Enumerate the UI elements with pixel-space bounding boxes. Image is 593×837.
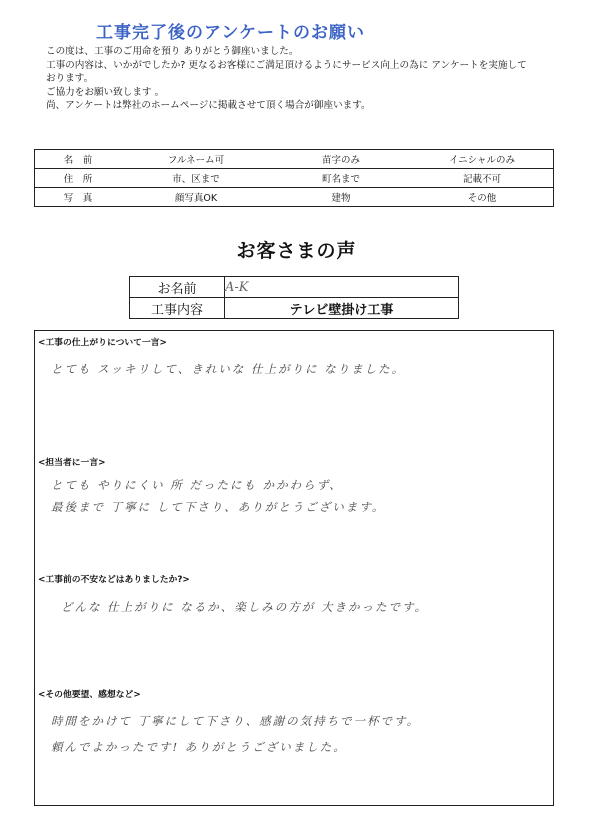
work-value: テレビ壁掛け工事 xyxy=(225,298,459,319)
section-heading-staff: <担当者に一言> xyxy=(38,458,106,468)
customer-info-table xyxy=(129,276,459,319)
table-row xyxy=(35,169,554,188)
intro-line: おります。 xyxy=(46,73,94,85)
option-cell: 市、区まで xyxy=(121,169,271,188)
option-cell: フルネーム可 xyxy=(121,150,271,169)
row-label: 名 前 xyxy=(35,150,122,169)
intro-text xyxy=(46,45,566,113)
customer-voice-heading: お客さまの声 xyxy=(236,240,357,262)
handwritten-answer: 頼んでよかったです! ありがとうございました。 xyxy=(51,740,347,754)
intro-line: この度は、工事のご用命を預り ありがとう御座いました。 xyxy=(46,46,299,57)
name-label: お名前 xyxy=(130,277,225,298)
intro-line: ご協力をお願い致します 。 xyxy=(46,86,165,98)
comments-box xyxy=(34,330,554,806)
option-cell: イニシャルのみ xyxy=(411,150,554,169)
option-cell: 記載不可 xyxy=(411,169,554,188)
handwritten-answer: 時間をかけて 丁寧にして下さり、感謝の気持ちで一杯です。 xyxy=(51,714,421,728)
intro-line: 工事の内容は、いかがでしたか? 更なるお客様にご満足頂けるようにサービス向上の為に アンケートを実施して xyxy=(46,59,527,71)
handwritten-answer: とても やりにくい 所 だったにも かかわらず、 xyxy=(51,478,343,492)
table-row xyxy=(130,298,459,319)
name-value: A-K xyxy=(225,277,459,298)
table-row xyxy=(130,277,459,298)
row-label: 住 所 xyxy=(35,169,122,188)
section-heading-concerns: <工事前の不安などはありましたか?> xyxy=(38,575,190,585)
option-cell: その他 xyxy=(411,188,554,207)
handwritten-answer: とても スッキリして、きれいな 仕上がりに なりました。 xyxy=(51,362,406,376)
table-row xyxy=(35,188,554,207)
work-label: 工事内容 xyxy=(130,298,225,319)
option-cell: 苗字のみ xyxy=(271,150,411,169)
handwritten-answer: 最後まで 丁寧に して下さり、ありがとうございます。 xyxy=(51,500,386,514)
handwritten-answer: どんな 仕上がりに なるか、楽しみの方が 大きかったです。 xyxy=(61,600,429,614)
section-heading-other: <その他要望、感想など> xyxy=(38,690,141,700)
option-cell: 顔写真OK xyxy=(121,188,271,207)
intro-line: 尚、アンケートは弊社のホームページに掲載させて頂く場合が御座います。 xyxy=(46,100,371,112)
table-row xyxy=(35,150,554,169)
section-heading-finish: <工事の仕上がりについて一言> xyxy=(38,338,167,348)
row-label: 写 真 xyxy=(35,188,122,207)
option-cell: 町名まで xyxy=(271,169,411,188)
option-cell: 建物 xyxy=(271,188,411,207)
publication-options-table xyxy=(34,149,554,207)
survey-title: 工事完了後のアンケートのお願い xyxy=(96,23,365,43)
